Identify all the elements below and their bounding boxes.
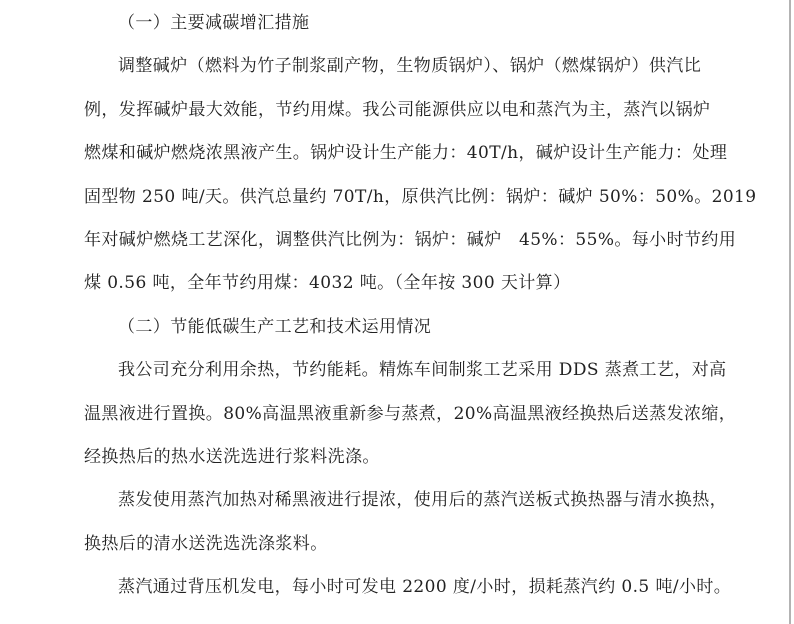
paragraph-line: 经换热后的热水送洗选进行浆料洗涤。 (84, 447, 380, 468)
paragraph-line: 煤 0.56 吨，全年节约用煤：4032 吨。（全年按 300 天计算） (84, 273, 571, 294)
paragraph-line: 蒸发使用蒸汽加热对稀黑液进行提浓，使用后的蒸汽送板式换热器与清水换热， (118, 490, 727, 511)
paragraph-line: 我公司充分利用余热，节约能耗。精炼车间制浆工艺采用 DDS 蒸煮工艺，对高 (118, 360, 727, 381)
paragraph-line: 年对碱炉燃烧工艺深化，调整供汽比例为：锅炉：碱炉 45%：55%。每小时节约用 (84, 230, 737, 251)
section-heading-2: （二）节能低碳生产工艺和技术运用情况 (118, 316, 432, 337)
section-heading-1: （一）主要减碳增汇措施 (118, 13, 310, 33)
document-text-block (84, 2, 757, 610)
paragraph-line: 燃煤和碱炉燃烧浓黑液产生。锅炉设计生产能力：40T/h，碱炉设计生产能力：处理 (84, 143, 728, 164)
paragraph-line: 蒸汽通过背压机发电，每小时可发电 2200 度/小时，损耗蒸汽约 0.5 吨/小时。 (118, 577, 732, 598)
page-edge-divider (789, 0, 791, 624)
paragraph-line: 例，发挥碱炉最大效能，节约用煤。我公司能源供应以电和蒸汽为主，蒸汽以锅炉 (84, 99, 711, 120)
paragraph-line: 固型物 250 吨/天。供汽总量约 70T/h，原供汽比例：锅炉：碱炉 50%：50%。2019 (84, 186, 757, 207)
paragraph-line: 温黑液进行置换。80%高温黑液重新参与蒸煮，20%高温黑液经换热后送蒸发浓缩， (84, 403, 737, 424)
paragraph-line: 换热后的清水送洗选洗涤浆料。 (84, 533, 328, 554)
paragraph-line: 调整碱炉（燃料为竹子制浆副产物，生物质锅炉）、锅炉（燃煤锅炉）供汽比 (118, 56, 702, 77)
